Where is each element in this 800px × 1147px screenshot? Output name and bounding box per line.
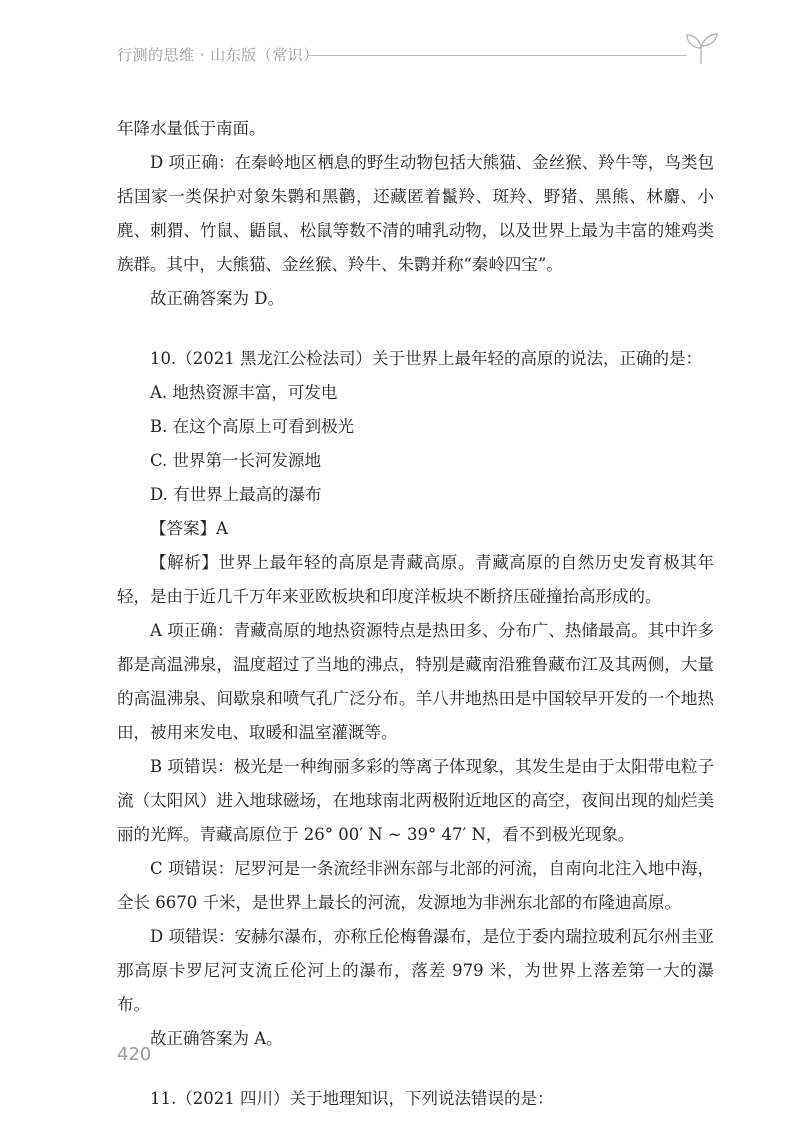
option-d: D. 有世界上最高的瀑布 [150,485,322,504]
paragraph: A 项正确：青藏高原的地热资源特点是热田多、分布广、热储最高。其中许多都是高温沸泉，温度超过了当地的沸点，特别是藏南沿雅鲁藏布江及其两侧，大量的高温沸泉、间歇泉和喷气孔广泛分布。羊八井地热田是中国较早开发的一个地热田，被用来发电、取暖和温室灌溉等。 [117,621,714,742]
option-b: B. 在这个高原上可看到极光 [150,417,355,436]
paragraph: D 项正确：在秦岭地区栖息的野生动物包括大熊猫、金丝猴、羚牛等，鸟类包括国家一类保护对象朱鹮和黑鹳，还藏匿着鬣羚、斑羚、野猪、黑熊、林麝、小麂、刺猬、竹鼠、鼯鼠、松鼠等数不清的哺乳动物，以及世界上最为丰富的雉鸡类族群。其中，大熊猫、金丝猴、羚牛、朱鹮并称“秦岭四宝”。 [117,153,714,274]
running-header [117,40,717,70]
running-header-title: 行测的思维 · 山东版（常识） [117,46,319,64]
answer-line: 【答案】A [150,519,228,538]
paragraph: C 项错误：尼罗河是一条流经非洲东部与北部的河流，自南向北注入地中海，全长 6670 千米，是世界上最长的河流，发源地为非洲东北部的布隆迪高原。 [117,859,714,912]
analysis-paragraph: 【解析】世界上最年轻的高原是青藏高原。青藏高原的自然历史发育极其年轻，是由于近几千万年来亚欧板块和印度洋板块不断挤压碰撞抬高形成的。 [117,553,714,606]
header-rule [307,55,687,56]
paragraph: B 项错误：极光是一种绚丽多彩的等离子体现象，其发生是由于太阳带电粒子流（太阳风）进入地球磁场，在地球南北两极附近地区的高空，夜间出现的灿烂美丽的光辉。青藏高原位于 26° 00′ N ~ 39° 47′ N，看不到极光现象。 [117,757,714,844]
question-stem: 11.（2021 四川）关于地理知识，下列说法错误的是： [150,1089,554,1108]
spacer [117,316,714,342]
page-body [117,112,714,1116]
page-number: 420 [117,1044,152,1065]
option-c: C. 世界第一长河发源地 [150,451,322,470]
sprout-icon [683,30,719,66]
paragraph: D 项错误：安赫尔瀑布，亦称丘伦梅鲁瀑布，是位于委内瑞拉玻利瓦尔州圭亚那高原卡罗尼河支流丘伦河上的瀑布，落差 979 米，为世界上落差第一大的瀑布。 [117,927,714,1014]
spacer [117,1056,714,1082]
paragraph: 故正确答案为 A。 [150,1029,283,1048]
option-a: A. 地热资源丰富，可发电 [150,383,338,402]
question-stem: 10.（2021 黑龙江公检法司）关于世界上最年轻的高原的说法，正确的是： [150,349,702,368]
paragraph: 故正确答案为 D。 [150,289,284,308]
paragraph: 年降水量低于南面。 [117,119,266,138]
